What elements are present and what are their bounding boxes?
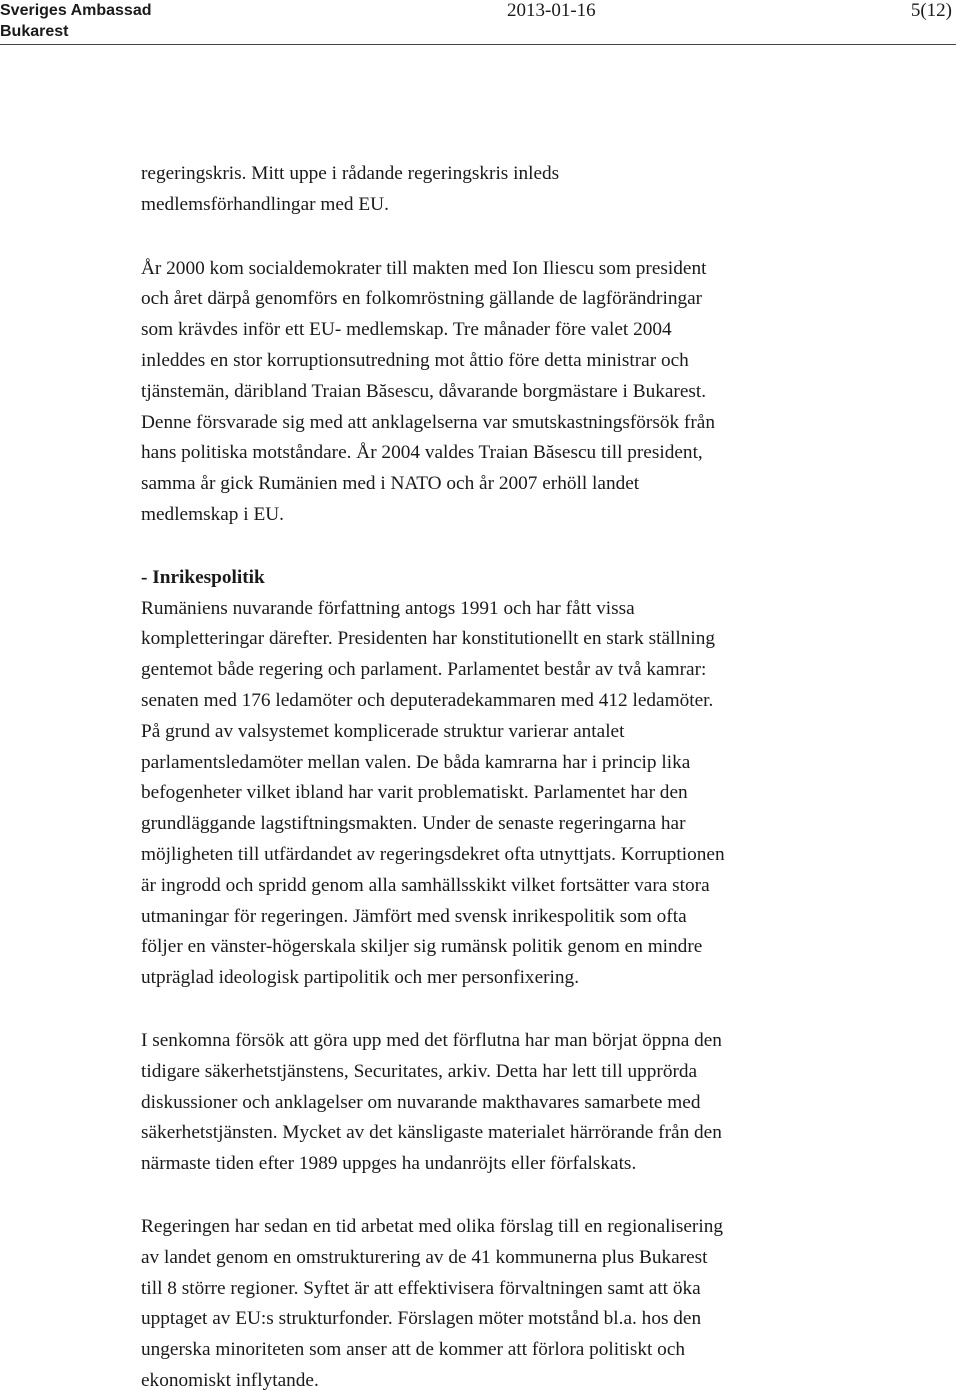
text-line: senaten med 176 ledamöter och deputeradekammaren med 412 ledamöter. <box>141 689 714 711</box>
text-line: närmaste tiden efter 1989 uppges ha undanröjts eller förfalskats. <box>141 1153 637 1175</box>
text-line: inleddes en stor korruptionsutredning mot åttio före detta ministrar och <box>141 349 689 371</box>
section-heading: - Inrikespolitik <box>141 566 265 588</box>
text-line: möjligheten till utfärdandet av regeringsdekret ofta utnyttjats. Korruptionen <box>141 843 725 865</box>
paragraph-history <box>141 254 941 531</box>
text-line: som krävdes inför ett EU- medlemskap. Tre månader före valet 2004 <box>141 319 672 341</box>
text-line: utmaningar för regeringen. Jämfört med svensk inrikespolitik som ofta <box>141 905 687 927</box>
text-line: På grund av valsystemet komplicerade struktur varierar antalet <box>141 720 625 742</box>
page-header <box>0 0 960 50</box>
text-line: säkerhetstjänsten. Mycket av det känsligaste materialet härrörande från den <box>141 1122 722 1144</box>
text-line: och året därpå genomförs en folkomröstning gällande de lagförändringar <box>141 288 703 310</box>
text-line: tidigare säkerhetstjänstens, Securitates, arkiv. Detta har lett till upprörda <box>141 1060 698 1082</box>
text-line: kompletteringar därefter. Presidenten har konstitutionellt en stark ställning <box>141 628 716 650</box>
paragraph-regionalisering <box>141 1212 941 1397</box>
text-line: befogenheter vilket ibland har varit problematiskt. Parlamentet har den <box>141 782 688 804</box>
embassy-name-line2: Bukarest <box>0 23 69 40</box>
embassy-name <box>0 0 151 42</box>
text-line: År 2000 kom socialdemokrater till makten med Ion Iliescu som president <box>141 257 707 279</box>
text-line: till 8 större regioner. Syftet är att effektivisera förvaltningen samt att öka <box>141 1277 701 1299</box>
document-date: 2013-01-16 <box>507 0 596 21</box>
paragraph-intro <box>141 159 941 221</box>
text-line: diskussioner och anklagelser om nuvarande makthavares samarbete med <box>141 1091 701 1113</box>
text-line: regeringskris. Mitt uppe i rådande regeringskris inleds <box>141 163 560 184</box>
text-line: hans politiska motståndare. År 2004 valdes Traian Băsescu till president, <box>141 442 703 464</box>
text-line: följer en vänster-högerskala skiljer sig rumänsk politik genom en mindre <box>141 936 703 958</box>
document-body <box>141 159 941 1397</box>
text-line: medlemsförhandlingar med EU. <box>141 193 389 215</box>
text-line: I senkomna försök att göra upp med det förflutna har man börjat öppna den <box>141 1029 722 1051</box>
text-line: medlemskap i EU. <box>141 503 284 525</box>
text-line: samma år gick Rumänien med i NATO och år 2007 erhöll landet <box>141 473 640 495</box>
text-line: upptaget av EU:s strukturfonder. Förslagen möter motstånd bl.a. hos den <box>141 1308 702 1330</box>
text-line: utpräglad ideologisk partipolitik och mer personfixering. <box>141 967 580 989</box>
text-line: ekonomiskt inflytande. <box>141 1369 319 1391</box>
text-line: ungerska minoriteten som anser att de kommer att förlora politiskt och <box>141 1339 686 1361</box>
text-line: Rumäniens nuvarande författning antogs 1991 och har fått vissa <box>141 597 635 619</box>
text-line: Regeringen har sedan en tid arbetat med olika förslag till en regionalisering <box>141 1215 723 1237</box>
text-line: Denne försvarade sig med att anklagelserna var smutskastningsförsök från <box>141 411 715 433</box>
section-inrikespolitik <box>141 563 941 994</box>
page-number: 5(12) <box>910 0 952 21</box>
paragraph-securitate <box>141 1026 941 1180</box>
text-line: av landet genom en omstrukturering av de 41 kommunerna plus Bukarest <box>141 1246 708 1268</box>
text-line: parlamentsledamöter mellan valen. De båda kamrarna har i princip lika <box>141 751 691 773</box>
text-line: är ingrodd och spridd genom alla samhällsskikt vilket fortsätter vara stora <box>141 874 710 896</box>
text-line: tjänstemän, däribland Traian Băsescu, dåvarande borgmästare i Bukarest. <box>141 380 707 402</box>
header-divider <box>0 44 956 45</box>
embassy-name-line1: Sveriges Ambassad <box>0 2 152 19</box>
text-line: gentemot både regering och parlament. Parlamentet består av två kamrar: <box>141 659 707 681</box>
text-line: grundläggande lagstiftningsmakten. Under de senaste regeringarna har <box>141 813 686 835</box>
